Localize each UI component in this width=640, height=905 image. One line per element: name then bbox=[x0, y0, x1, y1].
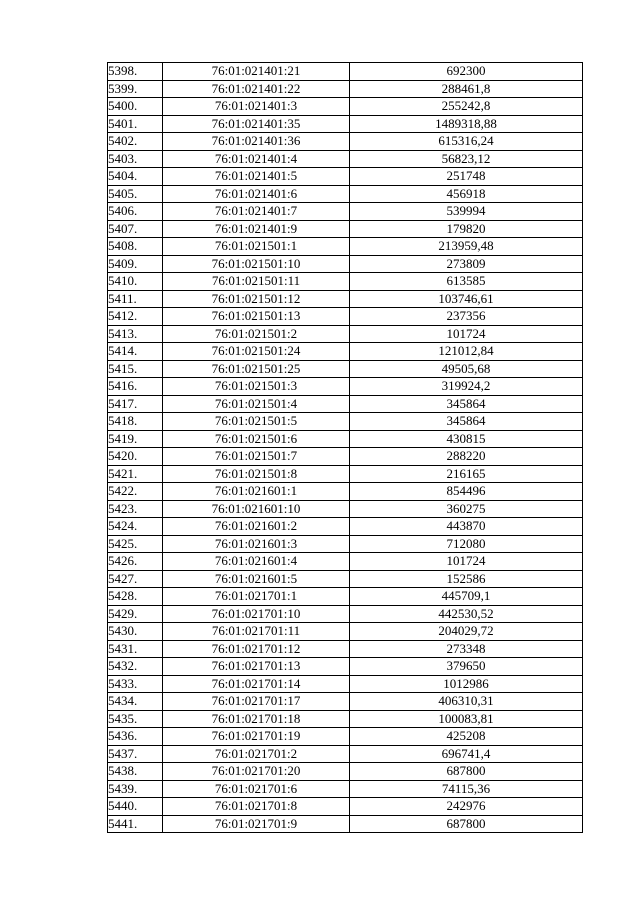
cadastral-number-cell: 76:01:021701:14 bbox=[163, 675, 350, 693]
cadastral-number-cell: 76:01:021701:11 bbox=[163, 623, 350, 641]
table-row bbox=[108, 255, 583, 273]
cadastral-number-cell: 76:01:021601:4 bbox=[163, 553, 350, 571]
row-number-cell: 5426. bbox=[108, 553, 163, 571]
cadastral-value-cell: 692300 bbox=[350, 63, 583, 81]
table-row bbox=[108, 745, 583, 763]
table-row bbox=[108, 763, 583, 781]
cadastral-number-cell: 76:01:021501:3 bbox=[163, 378, 350, 396]
row-number-cell: 5438. bbox=[108, 763, 163, 781]
row-number-cell: 5401. bbox=[108, 115, 163, 133]
table-row bbox=[108, 343, 583, 361]
table-row bbox=[108, 413, 583, 431]
cadastral-value-cell: 101724 bbox=[350, 325, 583, 343]
cadastral-number-cell: 76:01:021401:35 bbox=[163, 115, 350, 133]
row-number-cell: 5409. bbox=[108, 255, 163, 273]
cadastral-number-cell: 76:01:021501:5 bbox=[163, 413, 350, 431]
cadastral-number-cell: 76:01:021601:1 bbox=[163, 483, 350, 501]
cadastral-number-cell: 76:01:021601:2 bbox=[163, 518, 350, 536]
row-number-cell: 5402. bbox=[108, 133, 163, 151]
row-number-cell: 5403. bbox=[108, 150, 163, 168]
cadastral-number-cell: 76:01:021601:3 bbox=[163, 535, 350, 553]
row-number-cell: 5410. bbox=[108, 273, 163, 291]
table-row bbox=[108, 780, 583, 798]
cadastral-value-cell: 49505,68 bbox=[350, 360, 583, 378]
row-number-cell: 5398. bbox=[108, 63, 163, 81]
cadastral-number-cell: 76:01:021701:10 bbox=[163, 605, 350, 623]
cadastral-number-cell: 76:01:021701:9 bbox=[163, 815, 350, 833]
row-number-cell: 5417. bbox=[108, 395, 163, 413]
row-number-cell: 5407. bbox=[108, 220, 163, 238]
table-row bbox=[108, 378, 583, 396]
table-row bbox=[108, 238, 583, 256]
table-row bbox=[108, 710, 583, 728]
table-row bbox=[108, 308, 583, 326]
cadastral-value-cell: 360275 bbox=[350, 500, 583, 518]
row-number-cell: 5421. bbox=[108, 465, 163, 483]
table-row bbox=[108, 675, 583, 693]
table-row bbox=[108, 150, 583, 168]
row-number-cell: 5429. bbox=[108, 605, 163, 623]
row-number-cell: 5427. bbox=[108, 570, 163, 588]
row-number-cell: 5420. bbox=[108, 448, 163, 466]
cadastral-number-cell: 76:01:021401:36 bbox=[163, 133, 350, 151]
cadastral-number-cell: 76:01:021401:7 bbox=[163, 203, 350, 221]
row-number-cell: 5425. bbox=[108, 535, 163, 553]
cadastral-number-cell: 76:01:021401:3 bbox=[163, 98, 350, 116]
table-row bbox=[108, 133, 583, 151]
table-row bbox=[108, 815, 583, 833]
cadastral-number-cell: 76:01:021701:2 bbox=[163, 745, 350, 763]
cadastral-number-cell: 76:01:021501:4 bbox=[163, 395, 350, 413]
table-row bbox=[108, 658, 583, 676]
cadastral-number-cell: 76:01:021501:6 bbox=[163, 430, 350, 448]
cadastral-number-cell: 76:01:021401:6 bbox=[163, 185, 350, 203]
cadastral-number-cell: 76:01:021601:10 bbox=[163, 500, 350, 518]
row-number-cell: 5423. bbox=[108, 500, 163, 518]
cadastral-value-cell: 56823,12 bbox=[350, 150, 583, 168]
table-row bbox=[108, 640, 583, 658]
cadastral-value-cell: 345864 bbox=[350, 413, 583, 431]
table-body bbox=[108, 63, 583, 833]
table-row bbox=[108, 500, 583, 518]
row-number-cell: 5411. bbox=[108, 290, 163, 308]
row-number-cell: 5436. bbox=[108, 728, 163, 746]
table-row bbox=[108, 728, 583, 746]
cadastral-number-cell: 76:01:021701:13 bbox=[163, 658, 350, 676]
row-number-cell: 5439. bbox=[108, 780, 163, 798]
row-number-cell: 5404. bbox=[108, 168, 163, 186]
table-row bbox=[108, 483, 583, 501]
cadastral-value-cell: 425208 bbox=[350, 728, 583, 746]
cadastral-value-cell: 379650 bbox=[350, 658, 583, 676]
row-number-cell: 5405. bbox=[108, 185, 163, 203]
row-number-cell: 5416. bbox=[108, 378, 163, 396]
cadastral-value-cell: 1489318,88 bbox=[350, 115, 583, 133]
cadastral-value-cell: 687800 bbox=[350, 815, 583, 833]
table-row bbox=[108, 570, 583, 588]
row-number-cell: 5437. bbox=[108, 745, 163, 763]
cadastral-value-cell: 152586 bbox=[350, 570, 583, 588]
cadastral-value-cell: 696741,4 bbox=[350, 745, 583, 763]
table-row bbox=[108, 465, 583, 483]
cadastral-number-cell: 76:01:021501:24 bbox=[163, 343, 350, 361]
row-number-cell: 5431. bbox=[108, 640, 163, 658]
table-row bbox=[108, 80, 583, 98]
cadastral-number-cell: 76:01:021501:8 bbox=[163, 465, 350, 483]
row-number-cell: 5428. bbox=[108, 588, 163, 606]
cadastral-value-cell: 103746,61 bbox=[350, 290, 583, 308]
cadastral-value-cell: 319924,2 bbox=[350, 378, 583, 396]
row-number-cell: 5414. bbox=[108, 343, 163, 361]
cadastral-value-cell: 273348 bbox=[350, 640, 583, 658]
row-number-cell: 5430. bbox=[108, 623, 163, 641]
table-row bbox=[108, 168, 583, 186]
table-row bbox=[108, 535, 583, 553]
cadastral-value-cell: 539994 bbox=[350, 203, 583, 221]
row-number-cell: 5435. bbox=[108, 710, 163, 728]
table-row bbox=[108, 63, 583, 81]
cadastral-number-cell: 76:01:021501:2 bbox=[163, 325, 350, 343]
row-number-cell: 5434. bbox=[108, 693, 163, 711]
cadastral-number-cell: 76:01:021501:25 bbox=[163, 360, 350, 378]
cadastral-value-cell: 242976 bbox=[350, 798, 583, 816]
cadastral-number-cell: 76:01:021701:20 bbox=[163, 763, 350, 781]
table-row bbox=[108, 115, 583, 133]
cadastral-value-cell: 406310,31 bbox=[350, 693, 583, 711]
cadastral-value-cell: 288461,8 bbox=[350, 80, 583, 98]
row-number-cell: 5408. bbox=[108, 238, 163, 256]
cadastral-value-cell: 204029,72 bbox=[350, 623, 583, 641]
row-number-cell: 5419. bbox=[108, 430, 163, 448]
cadastral-number-cell: 76:01:021501:7 bbox=[163, 448, 350, 466]
cadastral-number-cell: 76:01:021701:12 bbox=[163, 640, 350, 658]
cadastral-number-cell: 76:01:021501:1 bbox=[163, 238, 350, 256]
row-number-cell: 5418. bbox=[108, 413, 163, 431]
row-number-cell: 5422. bbox=[108, 483, 163, 501]
cadastral-number-cell: 76:01:021701:17 bbox=[163, 693, 350, 711]
cadastral-value-cell: 101724 bbox=[350, 553, 583, 571]
row-number-cell: 5433. bbox=[108, 675, 163, 693]
cadastral-value-cell: 613585 bbox=[350, 273, 583, 291]
table-row bbox=[108, 185, 583, 203]
table-row bbox=[108, 553, 583, 571]
cadastral-value-cell: 615316,24 bbox=[350, 133, 583, 151]
cadastral-value-cell: 456918 bbox=[350, 185, 583, 203]
table-row bbox=[108, 325, 583, 343]
cadastral-value-cell: 430815 bbox=[350, 430, 583, 448]
cadastral-value-cell: 255242,8 bbox=[350, 98, 583, 116]
table-row bbox=[108, 220, 583, 238]
cadastral-value-cell: 100083,81 bbox=[350, 710, 583, 728]
cadastral-number-cell: 76:01:021501:11 bbox=[163, 273, 350, 291]
row-number-cell: 5412. bbox=[108, 308, 163, 326]
row-number-cell: 5399. bbox=[108, 80, 163, 98]
table-row bbox=[108, 98, 583, 116]
cadastral-value-cell: 213959,48 bbox=[350, 238, 583, 256]
cadastral-value-cell: 216165 bbox=[350, 465, 583, 483]
cadastral-value-cell: 443870 bbox=[350, 518, 583, 536]
cadastral-value-cell: 251748 bbox=[350, 168, 583, 186]
cadastral-number-cell: 76:01:021401:4 bbox=[163, 150, 350, 168]
row-number-cell: 5413. bbox=[108, 325, 163, 343]
table-row bbox=[108, 273, 583, 291]
row-number-cell: 5441. bbox=[108, 815, 163, 833]
cadastral-value-table bbox=[107, 62, 583, 833]
cadastral-value-cell: 74115,36 bbox=[350, 780, 583, 798]
cadastral-value-cell: 854496 bbox=[350, 483, 583, 501]
cadastral-value-cell: 445709,1 bbox=[350, 588, 583, 606]
table-row bbox=[108, 290, 583, 308]
cadastral-number-cell: 76:01:021501:10 bbox=[163, 255, 350, 273]
cadastral-value-cell: 288220 bbox=[350, 448, 583, 466]
cadastral-value-cell: 1012986 bbox=[350, 675, 583, 693]
table-row bbox=[108, 430, 583, 448]
cadastral-value-cell: 237356 bbox=[350, 308, 583, 326]
table-row bbox=[108, 623, 583, 641]
row-number-cell: 5432. bbox=[108, 658, 163, 676]
cadastral-number-cell: 76:01:021701:18 bbox=[163, 710, 350, 728]
cadastral-number-cell: 76:01:021501:12 bbox=[163, 290, 350, 308]
cadastral-value-cell: 345864 bbox=[350, 395, 583, 413]
row-number-cell: 5424. bbox=[108, 518, 163, 536]
cadastral-value-cell: 687800 bbox=[350, 763, 583, 781]
cadastral-number-cell: 76:01:021701:6 bbox=[163, 780, 350, 798]
table-row bbox=[108, 518, 583, 536]
cadastral-value-cell: 712080 bbox=[350, 535, 583, 553]
cadastral-number-cell: 76:01:021401:22 bbox=[163, 80, 350, 98]
table-row bbox=[108, 605, 583, 623]
cadastral-value-cell: 121012,84 bbox=[350, 343, 583, 361]
cadastral-value-cell: 179820 bbox=[350, 220, 583, 238]
table-row bbox=[108, 395, 583, 413]
table-row bbox=[108, 360, 583, 378]
cadastral-value-cell: 273809 bbox=[350, 255, 583, 273]
cadastral-number-cell: 76:01:021401:5 bbox=[163, 168, 350, 186]
row-number-cell: 5400. bbox=[108, 98, 163, 116]
cadastral-number-cell: 76:01:021401:9 bbox=[163, 220, 350, 238]
cadastral-value-cell: 442530,52 bbox=[350, 605, 583, 623]
table-row bbox=[108, 588, 583, 606]
cadastral-number-cell: 76:01:021401:21 bbox=[163, 63, 350, 81]
row-number-cell: 5440. bbox=[108, 798, 163, 816]
table-row bbox=[108, 448, 583, 466]
row-number-cell: 5415. bbox=[108, 360, 163, 378]
cadastral-number-cell: 76:01:021601:5 bbox=[163, 570, 350, 588]
cadastral-number-cell: 76:01:021701:1 bbox=[163, 588, 350, 606]
table-row bbox=[108, 203, 583, 221]
row-number-cell: 5406. bbox=[108, 203, 163, 221]
table-row bbox=[108, 693, 583, 711]
cadastral-number-cell: 76:01:021501:13 bbox=[163, 308, 350, 326]
cadastral-number-cell: 76:01:021701:19 bbox=[163, 728, 350, 746]
cadastral-number-cell: 76:01:021701:8 bbox=[163, 798, 350, 816]
table-row bbox=[108, 798, 583, 816]
